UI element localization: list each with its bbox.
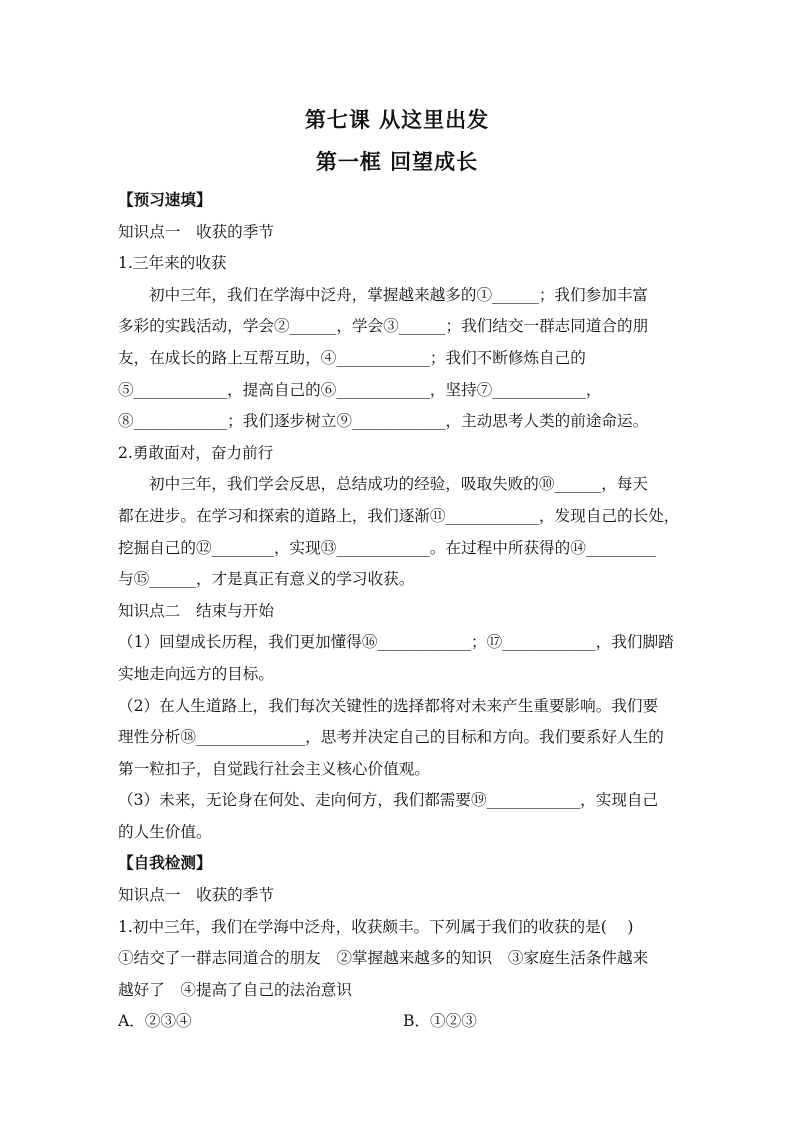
fill-blank-paragraph: ⑤____________，提高自己的⑥____________，坚持⑦____________， (118, 380, 602, 399)
fill-blank-paragraph: ⑧____________；我们逐步树立⑨____________，主动思考人类的前途命运。 (118, 412, 649, 431)
fill-blank-paragraph: （2）在人生道路上，我们每次关键性的选择都将对未来产生重要影响。我们要 (118, 696, 659, 715)
section-heading-self-check: 【自我检测】 (118, 854, 212, 873)
section-heading-preview: 【预习速填】 (118, 191, 212, 209)
fill-blank-paragraph: （3）未来，无论身在何处、走向何方，我们都需要⑲____________，实现自己 (118, 791, 659, 810)
knowledge-point-2: 知识点二 结束与开始 (118, 601, 274, 620)
knowledge-point-1-check: 知识点一 收获的季节 (118, 886, 274, 905)
fill-blank-paragraph: 挖掘自己的⑫________，实现⑬____________。在过程中所获得的⑭_________ (118, 538, 656, 557)
fill-blank-paragraph: （1）回望成长历程，我们更加懂得⑯____________；⑰____________，我们脚踏 (118, 633, 674, 652)
subheading-courage: 2.勇敢面对，奋力前行 (118, 443, 274, 462)
option-a[interactable]: A．②③④ (118, 1012, 192, 1031)
section-subtitle: 第一框 回望成长 (315, 150, 479, 174)
fill-blank-paragraph: 多彩的实践活动，学会②______，学会③______；我们结交一群志同道合的朋 (118, 317, 649, 336)
fill-blank-paragraph: 的人生价值。 (118, 822, 212, 841)
fill-blank-paragraph: 初中三年，我们在学海中泛舟，掌握越来越多的①______；我们参加丰富 (149, 285, 649, 304)
subheading-harvest: 1.三年来的收获 (118, 254, 227, 273)
fill-blank-paragraph: 理性分析⑱______________，思考并决定自己的目标和方向。我们要系好人生的 (118, 728, 664, 747)
question-statements: 越好了 ④提高了自己的法治意识 (118, 980, 352, 999)
knowledge-point-1: 知识点一 收获的季节 (118, 222, 274, 241)
answer-options (118, 1006, 688, 1038)
fill-blank-paragraph: 第一粒扣子，自觉践行社会主义核心价值观。 (118, 759, 430, 778)
fill-blank-paragraph: 实地走向远方的目标。 (118, 664, 274, 683)
fill-blank-paragraph: 初中三年，我们学会反思，总结成功的经验，吸取失败的⑩______，每天 (149, 475, 649, 494)
option-b[interactable]: B．①②③ (403, 1012, 477, 1031)
fill-blank-paragraph: 与⑮______，才是真正有意义的学习收获。 (118, 570, 415, 589)
fill-blank-paragraph: 友，在成长的路上互帮互助，④____________；我们不断修炼自己的 (118, 348, 586, 367)
fill-blank-paragraph: 都在进步。在学习和探索的道路上，我们逐渐⑪____________，发现自己的长处， (118, 506, 680, 525)
lesson-title: 第七课 从这里出发 (304, 108, 490, 132)
document-body (118, 185, 688, 1038)
question-statements: ①结交了一群志同道合的朋友 ②掌握越来越多的知识 ③家庭生活条件越来 (118, 949, 649, 968)
question-stem: 1.初中三年，我们在学海中泛舟，收获颇丰。下列属于我们的收获的是( ) (118, 917, 634, 936)
